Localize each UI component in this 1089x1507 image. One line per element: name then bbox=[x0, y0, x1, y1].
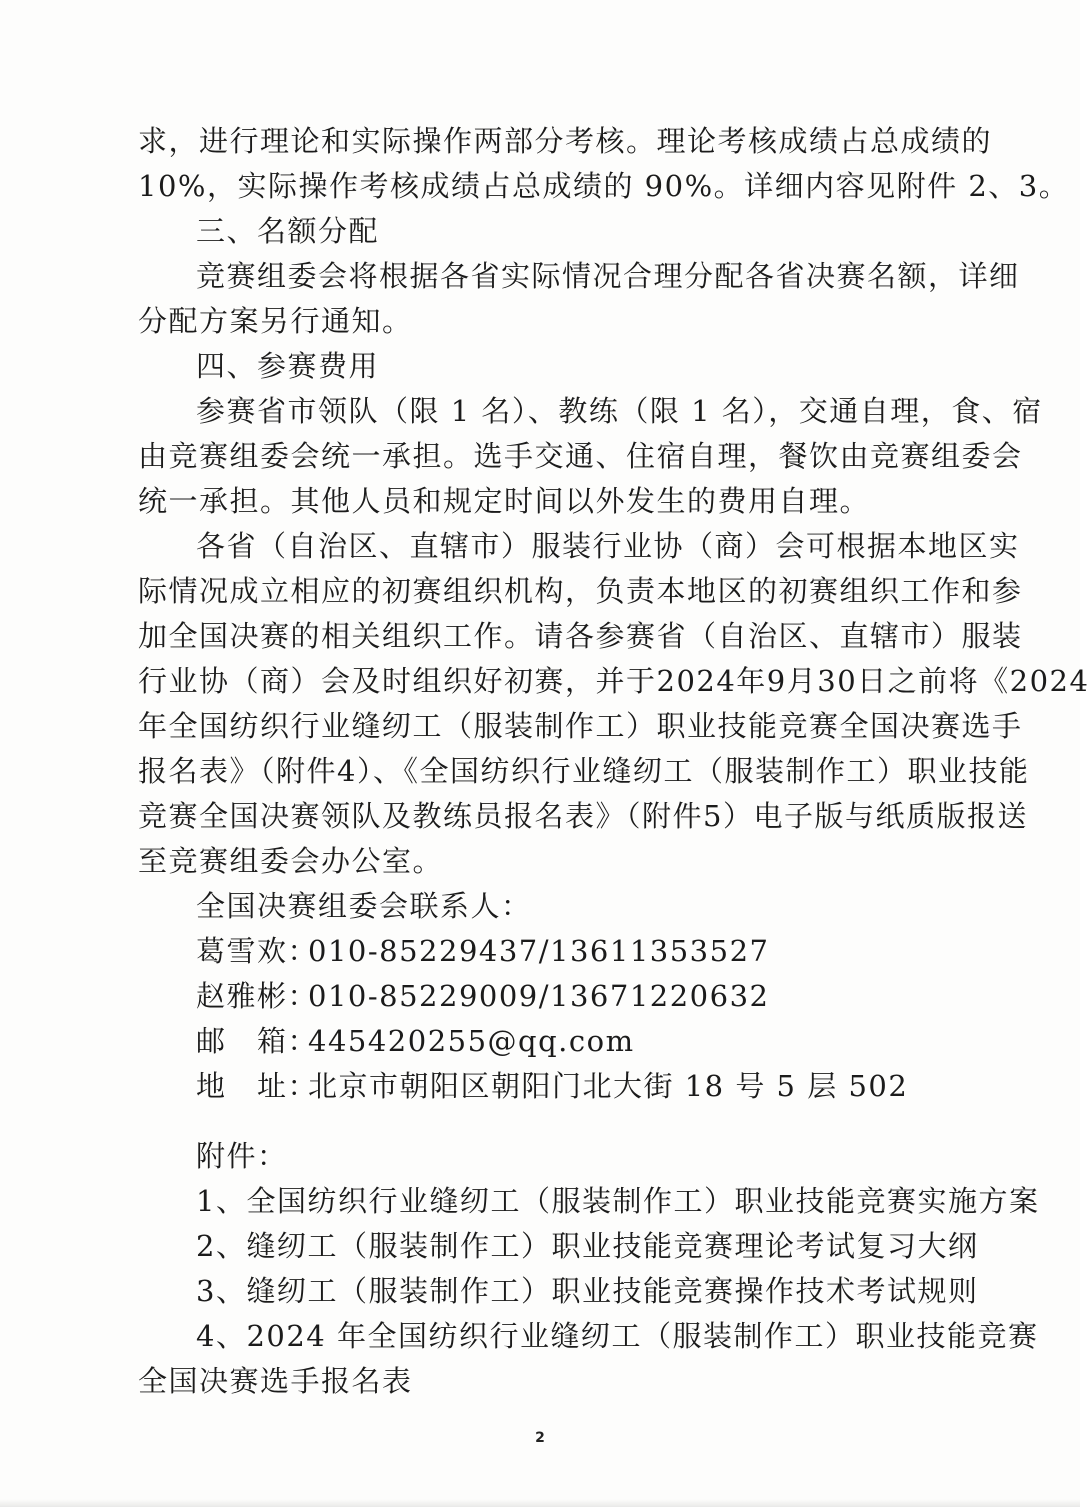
scan-edge-shadow bbox=[0, 1499, 1080, 1507]
paragraph-line: 由竞赛组委会统一承担。选手交通、住宿自理，餐饮由竞赛组委会 bbox=[138, 439, 1023, 473]
attachments-heading: 附件： bbox=[196, 1139, 288, 1173]
paragraph-line: 分配方案另行通知。 bbox=[138, 304, 413, 338]
paragraph-line: 各省（自治区、直辖市）服装行业协（商）会可根据本地区实 bbox=[196, 529, 1020, 563]
paragraph-line: 际情况成立相应的初赛组织机构，负责本地区的初赛组织工作和参 bbox=[138, 574, 1023, 608]
section-heading-fees: 四、参赛费用 bbox=[196, 349, 380, 383]
attachment-item-4-continued: 全国决赛选手报名表 bbox=[138, 1364, 413, 1398]
contact-label: 葛雪欢： bbox=[196, 934, 319, 968]
paragraph-line: 参赛省市领队（限 1 名）、教练（限 1 名），交通自理，食、宿 bbox=[196, 394, 1043, 428]
contact-label: 邮 箱： bbox=[196, 1024, 319, 1058]
contact-label: 赵雅彬： bbox=[196, 979, 319, 1013]
paragraph-line: 至竞赛组委会办公室。 bbox=[138, 844, 444, 878]
contact-phone: 010-85229009/13671220632 bbox=[308, 979, 770, 1013]
contacts-heading: 全国决赛组委会联系人： bbox=[196, 889, 532, 923]
paragraph-line: 行业协（商）会及时组织好初赛，并于2024年9月30日之前将《2024 bbox=[138, 664, 1089, 698]
attachment-item-4: 4、2024 年全国纺织行业缝纫工（服装制作工）职业技能竞赛 bbox=[196, 1319, 1039, 1353]
paragraph-line: 年全国纺织行业缝纫工（服装制作工）职业技能竞赛全国决赛选手 bbox=[138, 709, 1023, 743]
attachment-item-2: 2、缝纫工（服装制作工）职业技能竞赛理论考试复习大纲 bbox=[196, 1229, 979, 1263]
page-number: 2 bbox=[535, 1430, 545, 1446]
section-heading-quota: 三、名额分配 bbox=[196, 214, 380, 248]
paragraph-line: 统一承担。其他人员和规定时间以外发生的费用自理。 bbox=[138, 484, 871, 518]
paragraph-line: 加全国决赛的相关组织工作。请各参赛省（自治区、直辖市）服装 bbox=[138, 619, 1023, 653]
paragraph-line: 竞赛组委会将根据各省实际情况合理分配各省决赛名额，详细 bbox=[196, 259, 1020, 293]
contact-address bbox=[196, 1063, 908, 1109]
contact-person-1 bbox=[196, 928, 769, 974]
contact-person-2 bbox=[196, 973, 769, 1019]
paragraph-line: 报名表》（附件4）、《全国纺织行业缝纫工（服装制作工）职业技能 bbox=[138, 754, 1030, 788]
email-value: 445420255@qq.com bbox=[308, 1024, 635, 1058]
contact-label: 地 址： bbox=[196, 1069, 319, 1103]
contact-email bbox=[196, 1018, 635, 1064]
paragraph-line: 求，进行理论和实际操作两部分考核。理论考核成绩占总成绩的 bbox=[138, 124, 993, 158]
contact-phone: 010-85229437/13611353527 bbox=[308, 934, 770, 968]
paragraph-line: 竞赛全国决赛领队及教练员报名表》（附件5）电子版与纸质版报送 bbox=[138, 799, 1028, 833]
attachment-item-1: 1、全国纺织行业缝纫工（服装制作工）职业技能竞赛实施方案 bbox=[196, 1184, 1040, 1218]
address-value: 北京市朝阳区朝阳门北大街 18 号 5 层 502 bbox=[308, 1069, 909, 1103]
attachment-item-3: 3、缝纫工（服装制作工）职业技能竞赛操作技术考试规则 bbox=[196, 1274, 979, 1308]
paragraph-line: 10%，实际操作考核成绩占总成绩的 90%。详细内容见附件 2、3。 bbox=[138, 169, 1070, 203]
